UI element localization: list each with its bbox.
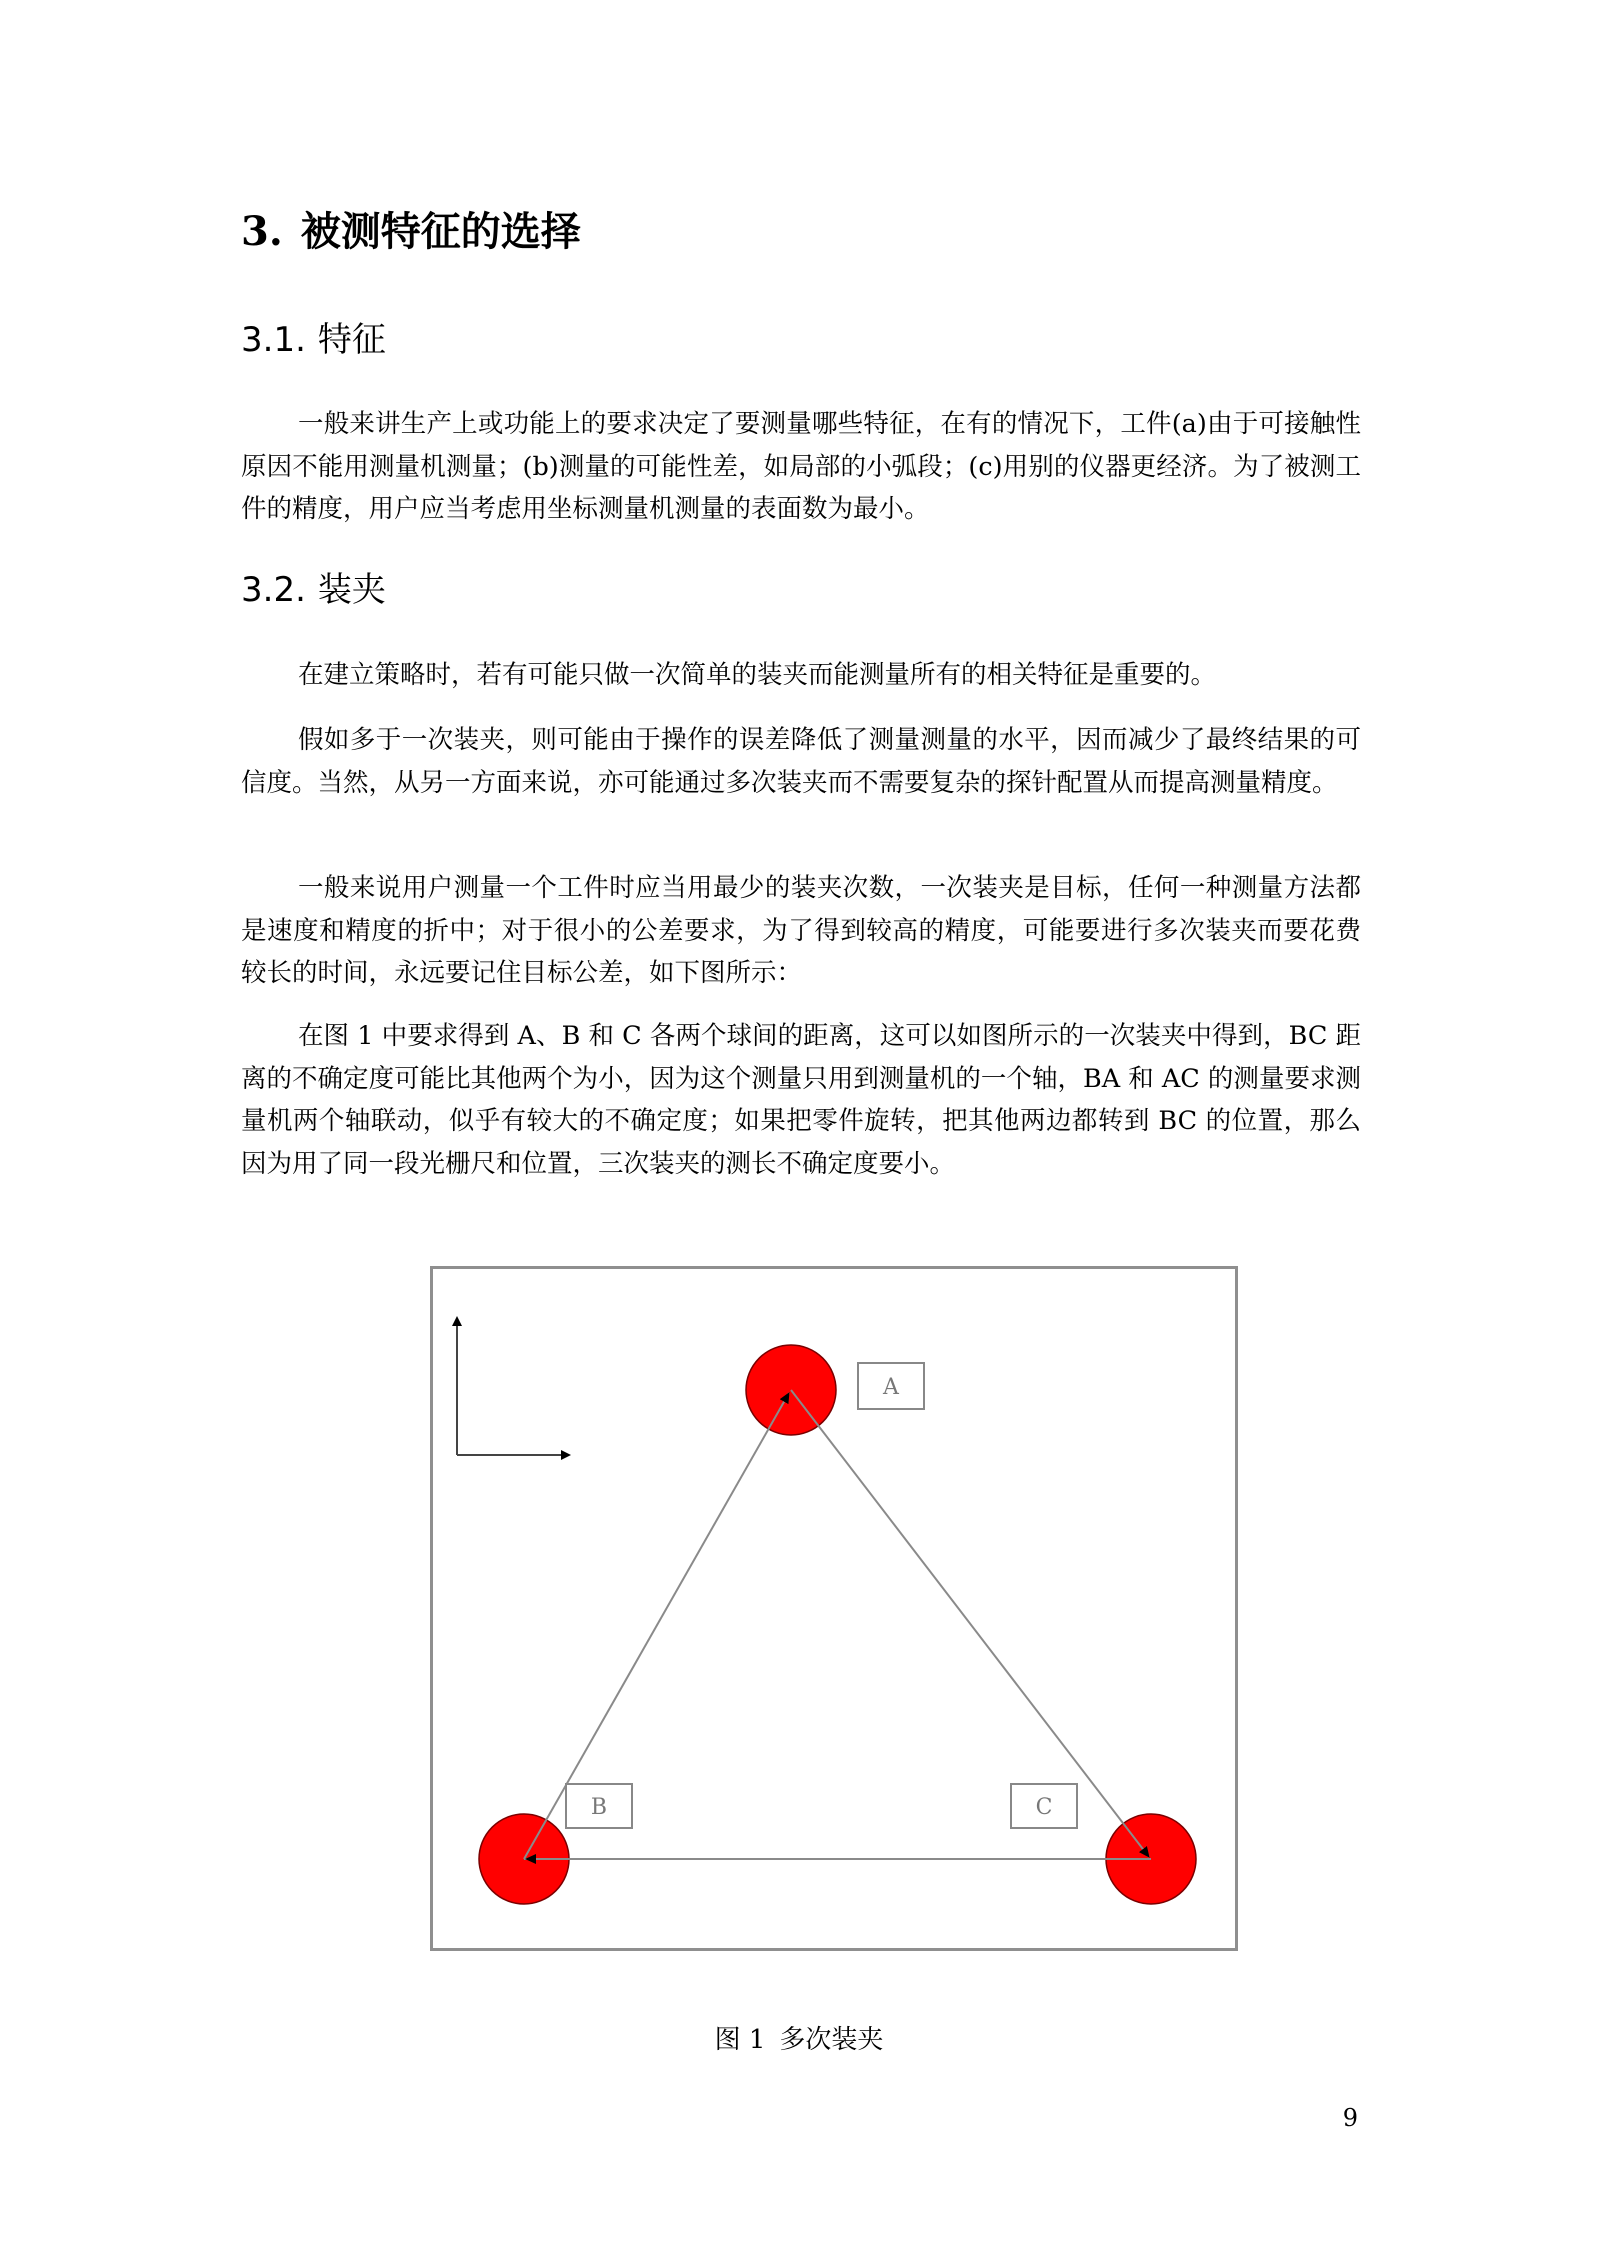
paragraph-fixture-intro: 在建立策略时，若有可能只做一次简单的装夹而能测量所有的相关特征是重要的。 [298, 660, 1217, 690]
line-a-to-c [791, 1390, 1149, 1857]
paragraph-features: 一般来讲生产上或功能上的要求决定了要测量哪些特征，在有的情况下，工件(a)由于可接触性原因不能用测量机测量；(b)测量的可能性差，如局部的小弧段；(c)用别的仪器更经济。为了被测工件的精度，用户应当考虑用坐标测量机测量的表面数为最小。 [241, 409, 1361, 524]
figure-caption-text: 多次装夹 [779, 2025, 884, 2055]
figure-frame [430, 1266, 1238, 1951]
paragraph-figure-explanation: 在图 1 中要求得到 A、B 和 C 各两个球间的距离，这可以如图所示的一次装夹中得到，BC 距离的不确定度可能比其他两个为小，因为这个测量只用到测量机的一个轴，BA 和 AC 的测量要求测量机两个轴联动，似乎有较大的不确定度；如果把零件旋转，把其他两边都转到 BC 的位置，那么因为用了同一段光栅尺和位置，三次装夹的测长不确定度要小。 [241, 1021, 1361, 1179]
subsection-title: 特征 [317, 320, 386, 360]
subsection-number: 3.2. [241, 570, 306, 610]
subsection-heading-3-2 [241, 564, 386, 616]
figure-caption [0, 2020, 1598, 2060]
label-b [566, 1784, 632, 1828]
subsection-heading-3-1 [241, 314, 386, 366]
subsection-title: 装夹 [317, 570, 386, 610]
section-number: 3. [241, 208, 283, 255]
section-title: 被测特征的选择 [300, 209, 581, 255]
figure-number: 图 1 [714, 2025, 766, 2055]
triangle-diagram [433, 1269, 1235, 1948]
paragraph-fixture-count: 一般来说用户测量一个工件时应当用最少的装夹次数，一次装夹是目标，任何一种测量方法都是速度和精度的折中；对于很小的公差要求，为了得到较高的精度，可能要进行多次装夹而要花费较长的时间，永远要记住目标公差，如下图所示： [241, 873, 1361, 988]
paragraph-multiple-fixtures: 假如多于一次装夹，则可能由于操作的误差降低了测量测量的水平，因而减少了最终结果的可信度。当然，从另一方面来说，亦可能通过多次装夹而不需要复杂的探针配置从而提高测量精度。 [241, 725, 1361, 798]
label-a [858, 1363, 924, 1409]
axis-indicator [457, 1318, 569, 1455]
label-c-text: C [1035, 1795, 1053, 1820]
line-b-to-a [524, 1393, 789, 1859]
page-number: 9 [1342, 2104, 1358, 2132]
label-c [1011, 1784, 1077, 1828]
label-a-text: A [883, 1375, 899, 1400]
subsection-number: 3.1. [241, 320, 306, 360]
section-heading [241, 200, 581, 264]
label-b-text: B [590, 1795, 608, 1820]
